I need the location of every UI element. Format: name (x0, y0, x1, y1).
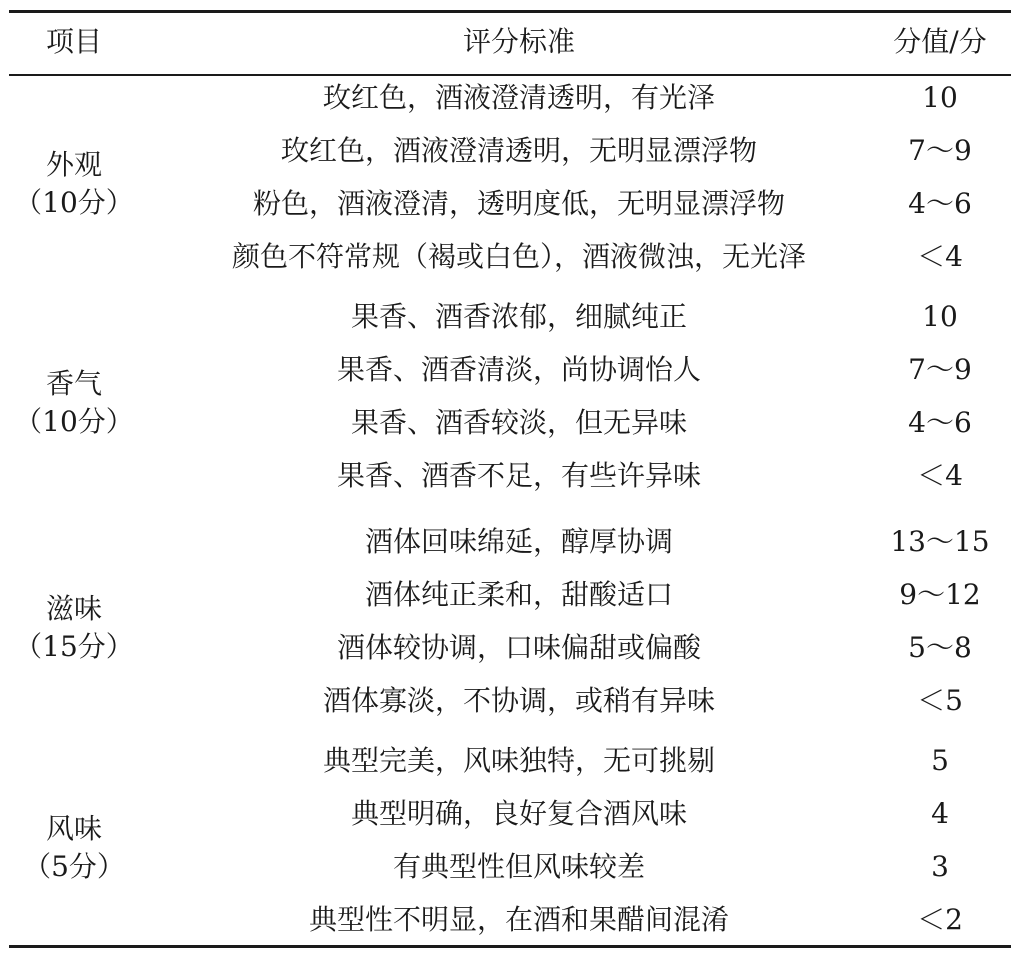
standard-cell: 果香、酒香清淡，尚协调怡人 (336, 353, 701, 386)
score-cell: 4～6 (908, 406, 972, 439)
group-label (9, 810, 139, 886)
bottom-rule (9, 945, 1011, 948)
group-name: 滋味 (45, 592, 102, 625)
score-cell: 3 (931, 850, 949, 883)
score-cell: ＜4 (917, 459, 963, 492)
header-standard: 评分标准 (462, 25, 575, 58)
group-points: （5分） (23, 850, 125, 883)
group-points: （10分） (14, 186, 134, 219)
standard-cell: 果香、酒香不足，有些许异味 (336, 459, 701, 492)
group-points: （10分） (14, 405, 134, 438)
standard-cell: 典型明确，良好复合酒风味 (350, 797, 687, 830)
group-points: （15分） (14, 630, 134, 663)
score-cell: ＜5 (917, 684, 963, 717)
score-cell: 4～6 (908, 187, 972, 220)
header-rule (9, 74, 1011, 76)
standard-cell: 典型完美，风味独特，无可挑剔 (322, 744, 715, 777)
standard-cell: 有典型性但风味较差 (392, 850, 645, 883)
standard-cell: 典型性不明显，在酒和果醋间混淆 (308, 903, 729, 936)
standard-cell: 酒体回味绵延，醇厚协调 (364, 525, 673, 558)
top-rule (9, 10, 1011, 13)
group-label (9, 365, 139, 441)
score-cell: 7～9 (908, 134, 972, 167)
header-item: 项目 (45, 25, 102, 58)
score-cell: 4 (931, 797, 949, 830)
standard-cell: 玫红色，酒液澄清透明，有光泽 (322, 81, 715, 114)
score-cell: 7～9 (908, 353, 972, 386)
score-cell: ＜2 (917, 903, 963, 936)
standard-cell: 果香、酒香较淡，但无异味 (350, 406, 687, 439)
score-cell: ＜4 (917, 240, 963, 273)
header-score: 分值/分 (893, 25, 987, 58)
score-cell: 13～15 (890, 525, 990, 558)
standard-cell: 果香、酒香浓郁，细腻纯正 (350, 300, 687, 333)
score-cell: 5 (931, 744, 949, 777)
group-label (9, 146, 139, 222)
score-cell: 5～8 (908, 631, 972, 664)
standard-cell: 酒体纯正柔和，甜酸适口 (364, 578, 673, 611)
group-name: 外观 (45, 148, 102, 181)
standard-cell: 酒体寡淡，不协调，或稍有异味 (322, 684, 715, 717)
score-cell: 10 (922, 81, 958, 114)
group-name: 风味 (45, 812, 102, 845)
standard-cell: 粉色，酒液澄清，透明度低，无明显漂浮物 (252, 187, 785, 220)
group-label (9, 590, 139, 666)
standard-cell: 颜色不符常规（褐或白色），酒液微浊，无光泽 (231, 240, 806, 273)
standard-cell: 酒体较协调，口味偏甜或偏酸 (336, 631, 701, 664)
group-name: 香气 (45, 367, 102, 400)
score-cell: 9～12 (899, 578, 981, 611)
standard-cell: 玫红色，酒液澄清透明，无明显漂浮物 (280, 134, 757, 167)
score-cell: 10 (922, 300, 958, 333)
